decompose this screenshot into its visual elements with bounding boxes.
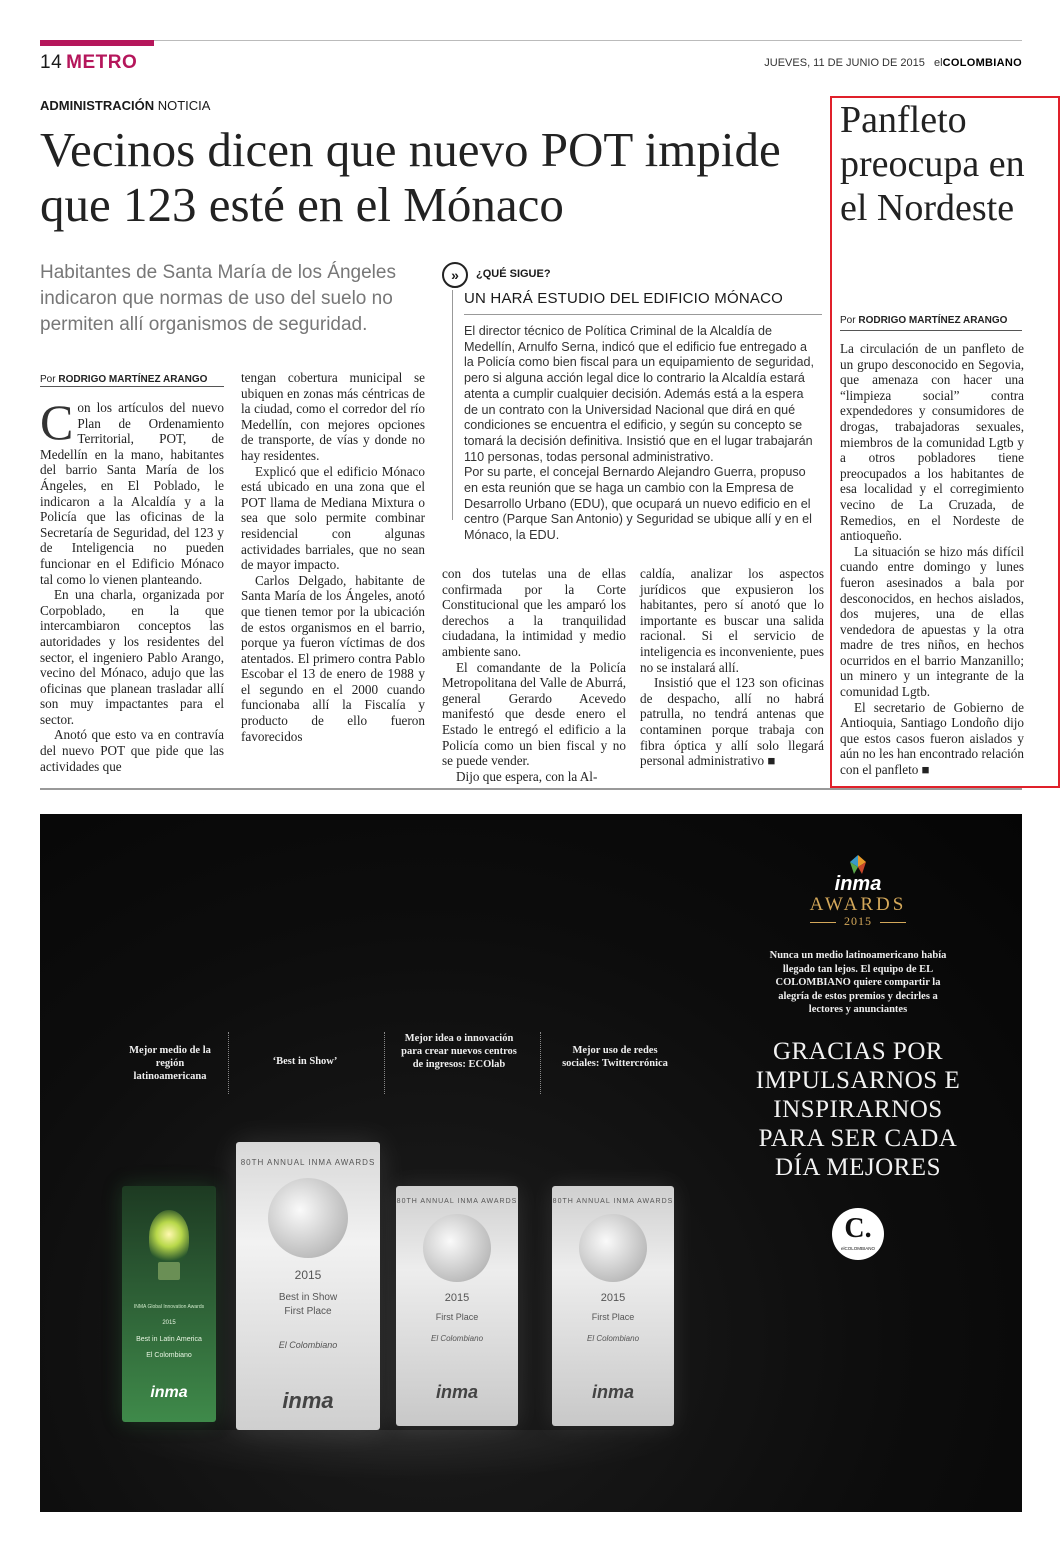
- paragraph: El comandante de la Policía Metropolitana del Valle de Aburrá, general Gerardo Acevedo manifestó que desde enero el Estado le entregó el edificio a la Policía como un bien fiscal y no se puede vender.: [442, 659, 626, 769]
- award-divider: [228, 1032, 230, 1094]
- trophy-logo: inma: [435, 1382, 478, 1402]
- lightbulb-icon: [149, 1210, 189, 1264]
- ad-intro: Nunca un medio latinoamericano había llegado tan lejos. El equipo de EL COLOMBIANO quiere compartir la alegría de estos premios y decirles a lectores y anunciantes: [769, 950, 947, 1015]
- paragraph: tengan cobertura municipal se ubiquen en zonas más céntricas de la ciudad, como el corredor del río Medellín, con mejores opciones de transporte, de vías y donde no hay residentes.: [241, 370, 425, 463]
- header-rule: [40, 40, 1022, 41]
- trophy-line-1: Best in Show: [278, 1292, 338, 1303]
- page-separator: [40, 788, 1022, 790]
- award-label-1: Mejor medio de la región latinoamericana: [129, 1045, 211, 1082]
- ad-thanks: GRACIAS POR IMPULSARNOS E INSPIRARNOS PARA SER CADA DÍA MEJORES: [755, 1038, 961, 1181]
- brand-small: elCOLOMBIANO: [840, 1246, 875, 1251]
- paragraph: El director técnico de Política Criminal de la Alcaldía de Medellín, Arnulfo Serna, indicó que el edificio fue entregado a la Policía como bien fiscal para un equipamiento de seguridad, pero si alguna acción legal dice lo contrario la Alcaldía estará atenta a cumplir cualquier decisión. Además está a la espera de un contrato con la Universidad Nacional que dirá en qué condiciones se encuentra el edificio, y según su concepto se tomará la decisión definitiva. Insistió que en el lugar trabajarán 110 personas, todas personal administrativo.: [464, 324, 815, 464]
- award-label-4: Mejor uso de redes sociales: Twittercrónica: [562, 1045, 668, 1069]
- main-deck: Habitantes de Santa María de los Ángeles indicaron que normas de uso del suelo no permiten allí organismos de seguridad.: [40, 262, 396, 335]
- trophy-top-text: INMA Global Innovation Awards: [133, 1304, 205, 1310]
- trophy-line-2: El Colombiano: [430, 1334, 484, 1343]
- section-color-bar: [40, 40, 154, 46]
- floor-reflection: [100, 1430, 700, 1480]
- trophy-top-text: 80TH ANNUAL INMA AWARDS: [240, 1158, 376, 1167]
- globe-icon: [423, 1214, 491, 1282]
- byline-prefix: Por: [840, 315, 856, 326]
- paragraph: En una charla, organizada por Corpoblado, en la que intercambiaron conceptos las autoridades y los residentes del sector, el ingeniero Pablo Arango, vecino del Mónaco, adujo que las oficinas que planean trasladar allí son muy impactantes para el sector.: [40, 587, 224, 727]
- elcolombiano-logo: [832, 1208, 884, 1260]
- awards-rule-right: [880, 922, 906, 923]
- paragraph: Anotó que esto va en contravía del nuevo POT que pide que las actividades que: [40, 727, 224, 774]
- side-byline: [840, 315, 1007, 326]
- date-line: JUEVES, 11 DE JUNIO DE 2015: [764, 57, 925, 69]
- main-byline: [40, 374, 207, 385]
- trophy-line-1: First Place: [591, 1312, 635, 1322]
- trophy-line-2: El Colombiano: [586, 1334, 640, 1343]
- byline-name: RODRIGO MARTÍNEZ ARANGO: [858, 315, 1008, 326]
- main-headline: Vecinos dicen que nuevo POT impide que 123 esté en el Mónaco: [40, 122, 781, 232]
- main-col-3: [442, 566, 626, 784]
- que-sigue-label: ¿QUÉ SIGUE?: [476, 268, 551, 280]
- paragraph: Por su parte, el concejal Bernardo Alejandro Guerra, propuso en esta reunión que se haga un cambio con la Empresa de Desarrollo Urbano (EDU), que ocupará un nuevo edificio en el centro (Parque San Antonio) y Seguridad se ubique allí y en el Mónaco, la EDU.: [464, 465, 812, 543]
- que-sigue-rule: [452, 290, 453, 520]
- trophy-4: [552, 1186, 674, 1426]
- que-sigue-divider: [464, 314, 822, 315]
- trophy-line-1: First Place: [435, 1312, 479, 1322]
- paragraph: Dijo que espera, con la Al-: [456, 768, 598, 784]
- trophy-line-2: First Place: [284, 1306, 332, 1317]
- paragraph: on los artículos del nuevo Plan de Ordenamiento Territorial, POT, de Medellín en la mano, habitantes del barrio Santa María de los Ángeles, en El Poblado, le indicaron a la Alcaldía y a la Policía que las oficinas de la Secretaría de Seguridad, del 123 y de Inteligencia no pueden funcionar en el Edificio Mónaco tal como lo vienen planteando.: [40, 400, 224, 587]
- section-name: METRO: [66, 52, 138, 73]
- double-chevron-right-icon: »: [442, 262, 468, 288]
- lightbulb-base: [158, 1262, 180, 1280]
- paragraph: La situación se hizo más difícil cuando entre domingo y lunes fueron asesinados a bala por desconocidos, en hechos aislados, dos mujeres, una de ellas vendedora de apuestas y la otra madre de tres niños, en hechos ocurridos en el barrio Manzanillo; un minero y un integrante de la comunidad Lgtb.: [840, 543, 1024, 700]
- byline-name: RODRIGO MARTÍNEZ ARANGO: [58, 374, 208, 385]
- award-divider: [384, 1032, 386, 1094]
- trophy-line-1: Best in Latin America: [136, 1336, 202, 1343]
- advertisement: [40, 814, 1022, 1512]
- awards-rule-left: [810, 922, 836, 923]
- paragraph: caldía, analizar los aspectos jurídicos que expusieron los habitantes, pero sí anotó que lo importante es buscar una salida racional. Si el servicio de inteligencia es inconveniente, pues no se instalará allí.: [640, 566, 824, 675]
- page-number: 14: [40, 52, 63, 73]
- page-header-left: [40, 52, 137, 74]
- trophy-1: [122, 1186, 216, 1422]
- trophy-logo: inma: [282, 1388, 334, 1413]
- que-sigue-title: UN HARÁ ESTUDIO DEL EDIFICIO MÓNACO: [464, 290, 783, 307]
- awards-word: AWARDS: [809, 894, 907, 915]
- trophy-line-3: El Colombiano: [278, 1340, 338, 1350]
- main-col-1: [40, 394, 224, 774]
- page-header-right: [764, 57, 1022, 69]
- trophy-year: 2015: [600, 1292, 626, 1304]
- main-col-4: [640, 566, 824, 769]
- trophy-logo: inma: [591, 1382, 634, 1402]
- trophy-top-text: 80TH ANNUAL INMA AWARDS: [552, 1198, 674, 1205]
- drop-cap: C: [40, 394, 74, 450]
- inma-logo-word: inma: [834, 873, 882, 895]
- award-label-3: Mejor idea o innovación para crear nuevos centros de ingresos: ECOlab: [401, 1033, 517, 1070]
- section-label: ADMINISTRACIÓN: [40, 98, 155, 113]
- paragraph: Insistió que el 123 son oficinas de despacho, allí no habrá patrulla, no tendrá antenas que contaminen porque trabaja con fibra óptica y allí solo llegará personal administrativo ■: [640, 675, 824, 769]
- awards-year: 2015: [844, 914, 872, 928]
- brand-prefix: el: [934, 57, 943, 69]
- trophy-year: 2015: [444, 1292, 470, 1304]
- trophy-top-text: 80TH ANNUAL INMA AWARDS: [396, 1198, 518, 1205]
- paragraph: Explicó que el edificio Mónaco está ubicado en una zona que el POT llama de Mediana Mixtura o sea que solo permite combinar residencial con algunas actividades barriales, que no sean de mayor impacto.: [241, 463, 425, 573]
- trophy-logo: inma: [150, 1384, 188, 1401]
- paragraph: con dos tutelas una de ellas confirmada por la Corte Constitucional que les amparó los derechos a la tranquilidad ciudadana, la intimidad y medio ambiente sano.: [442, 566, 626, 659]
- trophy-year: 2015: [294, 1268, 322, 1282]
- side-headline: Panfleto preocupa en el Nordeste: [840, 99, 1025, 229]
- paragraph: La circulación de un panfleto de un grupo desconocido en Segovia, que amenaza con hacer una “limpieza social” contra expendedores y consumidores de drogas, trabajadoras sexuales, miembros de la comunidad Lgtb y a otros pobladores tiene preocupados a los habitantes de esa localidad y el corregimiento vecino de La Cruzada, de Remedios, en el Nordeste de antioqueño.: [840, 341, 1024, 544]
- trophy-line-2: El Colombiano: [146, 1352, 192, 1359]
- side-body: [840, 341, 1024, 778]
- section-type: NOTICIA: [157, 98, 211, 113]
- brand-name: COLOMBIANO: [942, 57, 1022, 69]
- main-col-2: [241, 370, 425, 744]
- brand-mark: C.: [844, 1213, 872, 1244]
- award-divider: [540, 1032, 542, 1094]
- paragraph: El secretario de Gobierno de Antioquia, Santiago Londoño dijo que estos casos fueron aislados y aún no les han encontrado relación con el panfleto ■: [840, 699, 1024, 778]
- byline-prefix: Por: [40, 374, 56, 385]
- trophy-3: [396, 1186, 518, 1426]
- award-label-2: ‘Best in Show’: [272, 1056, 338, 1067]
- que-sigue-box: [442, 262, 822, 543]
- paragraph: Carlos Delgado, habitante de Santa María de los Ángeles, anotó que tienen temor por la ubicación de estos organismos en el barrio, porque ya fueron víctimas de dos atentados. El primero contra Pablo Escobar el 13 de enero de 1988 y el segundo en el 2000 cuando funcionaba allí la Fiscalía y producto de ello fueron favorecidos: [241, 572, 425, 744]
- que-sigue-body: [464, 324, 818, 544]
- trophy-year: 2015: [162, 1320, 176, 1326]
- trophy-2: [236, 1142, 380, 1430]
- byline-rule: [40, 386, 224, 387]
- article-section-label: [40, 98, 210, 113]
- globe-icon: [579, 1214, 647, 1282]
- side-byline-rule: [840, 330, 1022, 331]
- globe-icon: [268, 1178, 348, 1258]
